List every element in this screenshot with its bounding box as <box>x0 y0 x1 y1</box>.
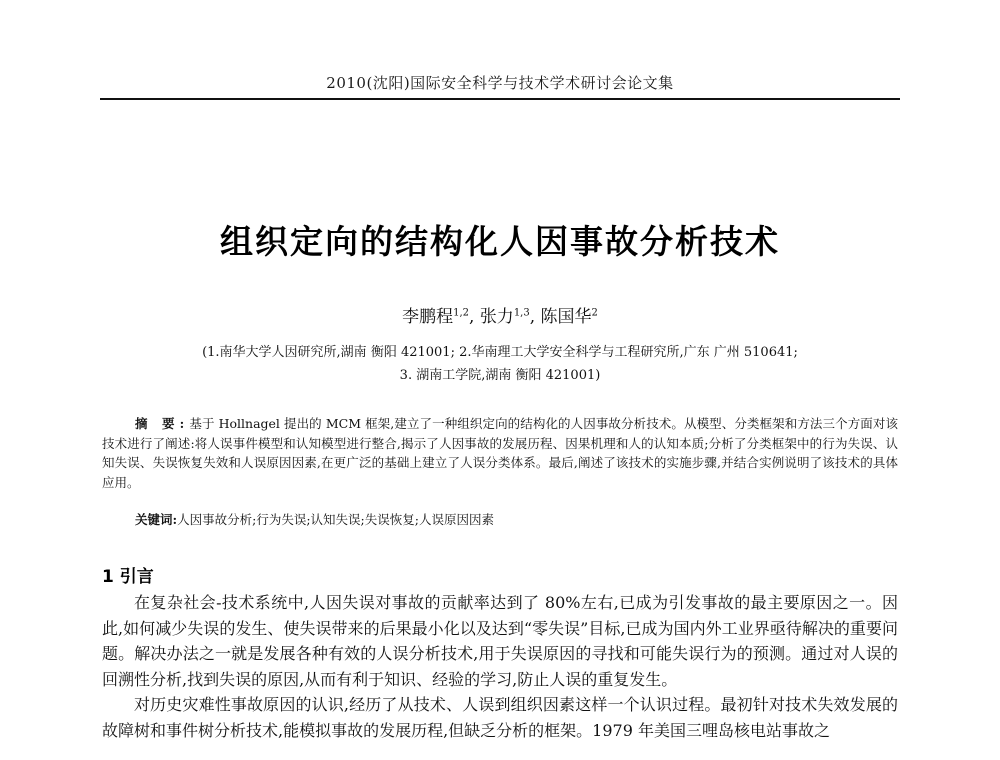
keywords <box>135 510 898 528</box>
keywords-label: 关键词: <box>135 512 178 527</box>
author-separator: , <box>469 307 475 327</box>
affiliations-line-1: (1.南华大学人因研究所,湖南 衡阳 421001; 2.华南理工大学安全科学与工程研究所,广东 广州 510641; <box>202 345 798 360</box>
header-rule <box>100 98 900 100</box>
abstract-text: 基于 Hollnagel 提出的 MCM 框架,建立了一种组织定向的结构化的人因事故分析技术。从模型、分类框架和方法三个方面对该技术进行了阐述:将人误事件模型和认知模型进行整合,揭示了人因事故的发展历程、因果机理和人的认知本质;分析了分类框架中的行为失误、认知失误、失误恢复失效和人误原因因素,在更广泛的基础上建立了人误分类体系。最后,阐述了该技术的实施步骤,并结合实例说明了该技术的具体应用。 <box>102 416 898 490</box>
paper-title: 组织定向的结构化人因事故分析技术 <box>220 222 780 261</box>
body-paragraph: 在复杂社会-技术系统中,人因失误对事故的贡献率达到了 80%左右,已成为引发事故的最主要原因之一。因此,如何减少失误的发生、使失误带来的后果最小化以及达到“零失误”目标,已成为国内外工业界亟待解决的重要问题。解决办法之一就是发展各种有效的人误分析技术,用于失误原因的寻找和可能失误行为的预测。通过对人误的回溯性分析,找到失误的原因,从而有利于知识、经验的学习,防止人误的重复发生。 <box>102 593 898 689</box>
body-paragraph: 对历史灾难性事故原因的认识,经历了从技术、人误到组织因素这样一个认识过程。最初针对技术失效发展的故障树和事件树分析技术,能模拟事故的发展历程,但缺乏分析的框架。1979 年美国三哩岛核电站事故之 <box>102 695 898 740</box>
author-name: 张力 <box>479 307 514 327</box>
author-line <box>80 302 920 327</box>
keywords-text: 人因事故分析;行为失误;认知失误;失误恢复;人误原因因素 <box>177 512 494 527</box>
affiliations-line-2: 3. 湖南工学院,湖南 衡阳 421001) <box>399 368 601 383</box>
author-affiliation-mark: 1,3 <box>513 307 530 319</box>
abstract-label: 摘 要: <box>135 416 190 431</box>
abstract <box>102 414 898 492</box>
running-header: 2010(沈阳)国际安全科学与技术学术研讨会论文集 <box>326 74 674 92</box>
author-separator: , <box>529 307 536 327</box>
section-heading: 1 引言 <box>102 567 154 587</box>
author-affiliation-mark: 2 <box>591 307 598 319</box>
author-affiliation-mark: 1,2 <box>453 307 469 319</box>
author-name: 陈国华 <box>540 307 592 327</box>
section-body <box>102 590 898 744</box>
author-name: 李鹏程 <box>402 307 454 327</box>
